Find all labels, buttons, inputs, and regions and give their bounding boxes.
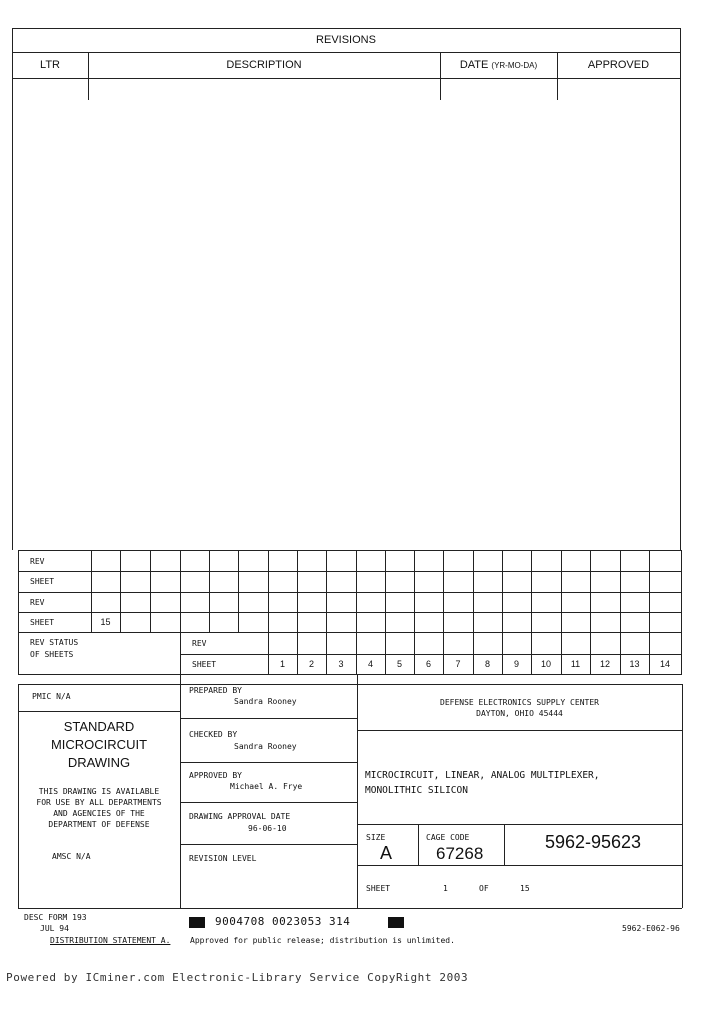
cage-code-value: 67268 <box>436 844 484 863</box>
size-label: SIZE <box>366 833 386 842</box>
barcode-left-marker <box>189 917 205 928</box>
sheet-number: 5 <box>396 659 402 669</box>
approval-date-value: 96-06-10 <box>248 824 287 833</box>
availability-line3: AND AGENCIES OF THE <box>53 809 145 818</box>
sheet-number: 10 <box>540 659 551 669</box>
availability-line1: THIS DRAWING IS AVAILABLE <box>38 787 160 796</box>
pmic-label: PMIC N/A <box>32 692 71 701</box>
prepared-by-label: PREPARED BY <box>189 686 242 695</box>
sheet-number: 6 <box>425 659 431 669</box>
sheet-number: 8 <box>484 659 490 669</box>
rev-status-label-2: OF SHEETS <box>30 650 74 659</box>
sheet-total: 15 <box>520 884 530 893</box>
barcode-number: 9004708 0023053 314 <box>215 915 351 928</box>
col-date-label: DATE <box>459 59 489 71</box>
continuation-sheet-number: 15 <box>100 617 111 627</box>
form-number: DESC FORM 193 <box>24 913 87 922</box>
approved-by-name: Michael A. Frye <box>230 782 303 791</box>
rev-status-sheet-label: SHEET <box>192 660 217 669</box>
drawing-number: 5962-95623 <box>544 832 642 852</box>
sheet-label: SHEET <box>366 884 391 893</box>
drawing-title-line1: MICROCIRCUIT, LINEAR, ANALOG MULTIPLEXER, <box>365 770 600 781</box>
sheet-number: 13 <box>629 659 640 669</box>
availability-line2: FOR USE BY ALL DEPARTMENTS <box>36 798 162 807</box>
sheet-of-label: OF <box>479 884 489 893</box>
form-date: JUL 94 <box>40 924 69 933</box>
standard-title-line2: MICROCIRCUIT <box>50 737 148 752</box>
sheet-row-1-label: SHEET <box>30 577 55 586</box>
prepared-by-name: Sandra Rooney <box>234 697 297 706</box>
rev-row-2-label: REV <box>30 598 45 607</box>
issuing-activity-line1: DEFENSE ELECTRONICS SUPPLY CENTER <box>440 698 599 707</box>
approval-date-label: DRAWING APPROVAL DATE <box>189 812 291 821</box>
drawing-title-line2: MONOLITHIC SILICON <box>365 785 468 796</box>
rev-status-label-1: REV STATUS <box>30 638 79 647</box>
cage-code-label: CAGE CODE <box>426 833 470 842</box>
availability-line4: DEPARTMENT OF DEFENSE <box>48 820 150 829</box>
col-description: DESCRIPTION <box>226 59 302 71</box>
sheet-number: 14 <box>659 659 670 669</box>
sheet-current: 1 <box>443 884 448 893</box>
sheet-number: 4 <box>367 659 373 669</box>
revision-level-label: REVISION LEVEL <box>189 854 257 863</box>
sheet-row-2-label: SHEET <box>30 618 55 627</box>
amsc-label: AMSC N/A <box>52 852 91 861</box>
checked-by-label: CHECKED BY <box>189 730 238 739</box>
standard-title <box>18 718 180 772</box>
col-ltr: LTR <box>40 59 60 71</box>
checked-by-name: Sandra Rooney <box>234 742 297 751</box>
approved-by-label: APPROVED BY <box>189 771 242 780</box>
size-value: A <box>380 843 393 863</box>
document-code: 5962-E062-96 <box>622 924 680 933</box>
sheet-number: 11 <box>570 659 581 669</box>
sheet-number: 12 <box>599 659 610 669</box>
distribution-label: DISTRIBUTION STATEMENT A. <box>50 936 171 945</box>
standard-title-line1: STANDARD <box>63 719 135 734</box>
sheet-number: 9 <box>513 659 519 669</box>
rev-status-rev-label: REV <box>192 639 207 648</box>
issuing-activity-line2: DAYTON, OHIO 45444 <box>476 709 563 718</box>
sheet-number: 7 <box>455 659 461 669</box>
drawing-title <box>365 768 600 798</box>
rev-row-1-label: REV <box>30 557 45 566</box>
availability-note <box>18 786 180 830</box>
col-approved: APPROVED <box>587 59 650 71</box>
sheet-number: 1 <box>279 659 285 669</box>
standard-title-line3: DRAWING <box>67 755 131 770</box>
watermark-text: Powered by ICminer.com Electronic-Library Service CopyRight 2003 <box>6 971 469 984</box>
sheet-number: 2 <box>308 659 314 669</box>
col-date-format: (YR-MO-DA) <box>491 61 538 70</box>
issuing-activity <box>357 697 682 719</box>
distribution-text: Approved for public release; distribution is unlimited. <box>190 936 455 945</box>
revisions-title: REVISIONS <box>316 34 376 46</box>
barcode-right-marker <box>388 917 404 928</box>
col-date <box>440 59 557 71</box>
sheet-number: 3 <box>338 659 344 669</box>
